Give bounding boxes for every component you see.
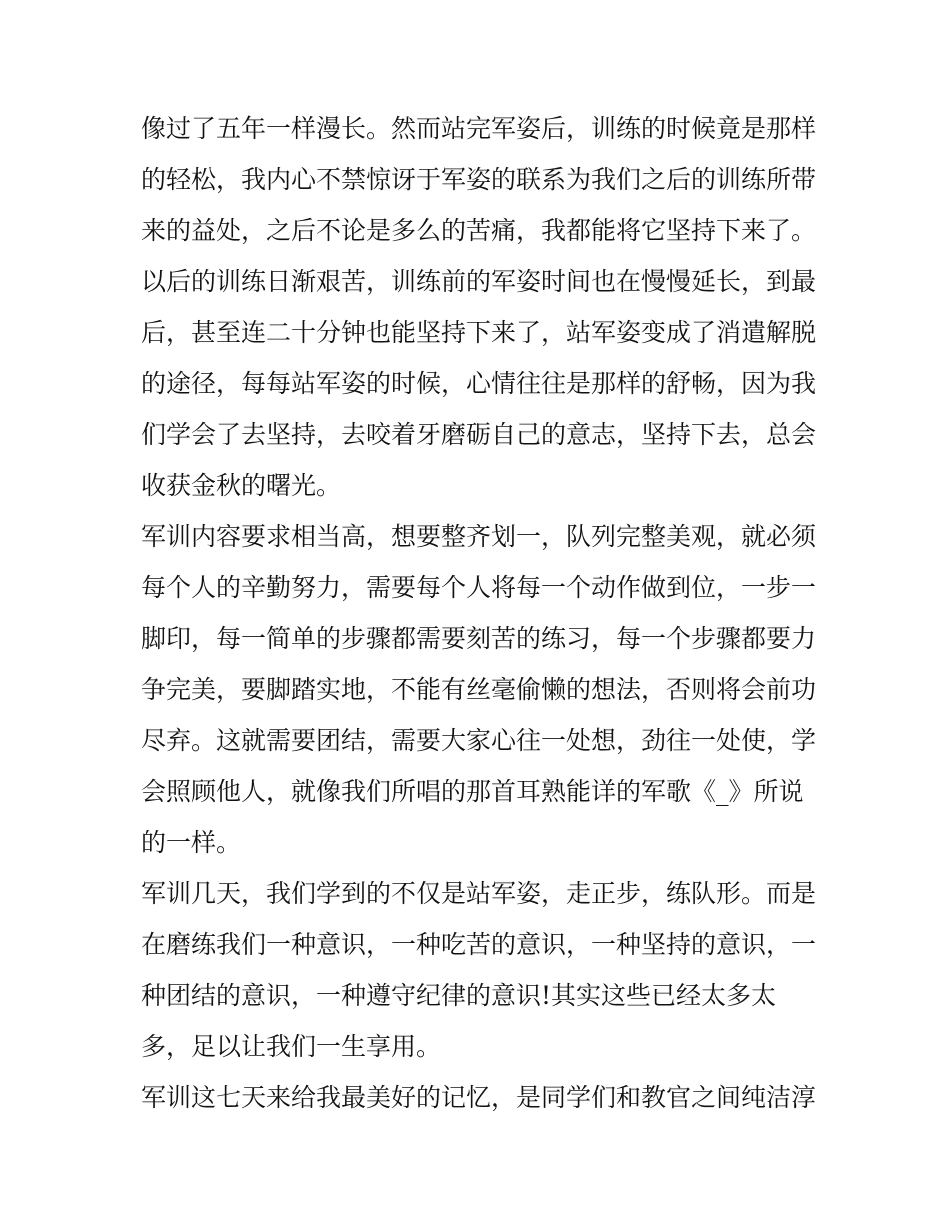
text-line: 军训内容要求相当高，想要整齐划一，队列完整美观，就必须 xyxy=(141,522,817,551)
text-line: 们学会了去坚持，去咬着牙磨砺自己的意志，坚持下去，总会 xyxy=(141,420,817,449)
text-line: 多，足以让我们一生享用。 xyxy=(141,1032,442,1061)
text-line: 的途径，每每站军姿的时候，心情往往是那样的舒畅，因为我 xyxy=(141,369,817,398)
text-line: 每个人的辛勤努力，需要每个人将每一个动作做到位，一步一 xyxy=(141,573,817,602)
text-line: 脚印，每一简单的步骤都需要刻苦的练习，每一个步骤都要力 xyxy=(141,624,817,653)
text-line: 的轻松，我内心不禁惊讶于军姿的联系为我们之后的训练所带 xyxy=(141,165,817,194)
text-line: 军训这七天来给我最美好的记忆，是同学们和教官之间纯洁淳 xyxy=(141,1083,817,1112)
text-line: 收获金秋的曙光。 xyxy=(141,471,342,500)
text-line: 尽弃。这就需要团结，需要大家心往一处想，劲往一处使，学 xyxy=(141,726,817,755)
text-line: 种团结的意识，一种遵守纪律的意识!其实这些已经太多太 xyxy=(141,981,777,1010)
text-line: 军训几天，我们学到的不仅是站军姿，走正步，练队形。而是 xyxy=(141,879,817,908)
text-line: 以后的训练日渐艰苦，训练前的军姿时间也在慢慢延长，到最 xyxy=(141,267,817,296)
text-line: 在磨练我们一种意识，一种吃苦的意识，一种坚持的意识，一 xyxy=(141,930,817,959)
document-body xyxy=(141,103,821,1123)
text-line: 像过了五年一样漫长。然而站完军姿后，训练的时候竟是那样 xyxy=(141,114,817,143)
text-line: 争完美，要脚踏实地，不能有丝毫偷懒的想法，否则将会前功 xyxy=(141,675,817,704)
text-line: 的一样。 xyxy=(141,828,242,857)
text-line: 后，甚至连二十分钟也能坚持下来了，站军姿变成了消遣解脱 xyxy=(141,318,817,347)
text-line: 会照顾他人，就像我们所唱的那首耳熟能详的军歌《_》所说 xyxy=(141,777,804,806)
text-line: 来的益处，之后不论是多么的苦痛，我都能将它坚持下来了。 xyxy=(141,216,817,245)
